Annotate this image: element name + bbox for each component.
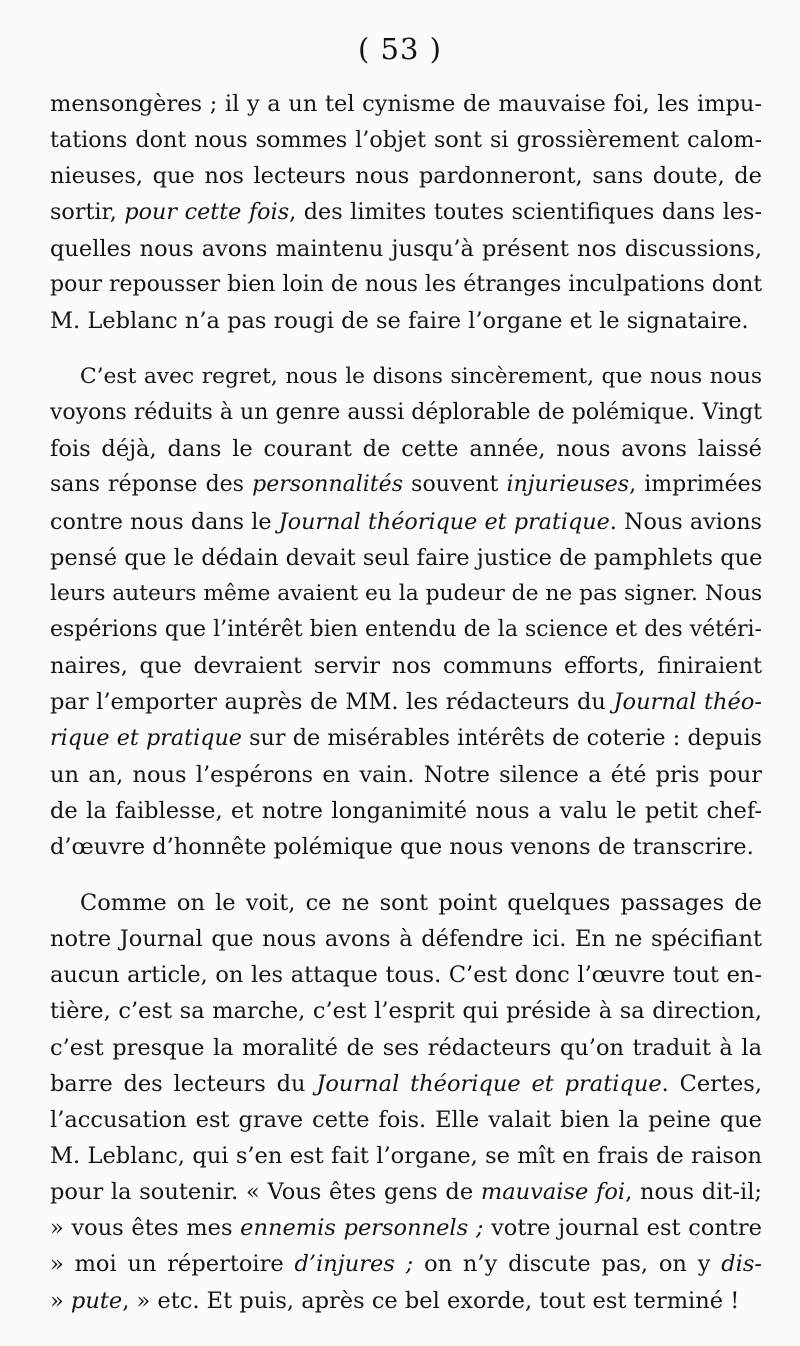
- text-run: contre nous dans le: [50, 508, 279, 535]
- paragraph: [50, 359, 762, 865]
- text-line: [50, 467, 762, 503]
- paragraph: [50, 86, 762, 339]
- italic-text: Journal théo-: [613, 689, 762, 716]
- text-line: [50, 720, 762, 756]
- text-run: on n’y discute pas, on y: [413, 1251, 722, 1278]
- text-line: [50, 1283, 762, 1319]
- text-run: leurs auteurs même avaient eu la pudeur de ne pas signer. Nous: [50, 580, 762, 606]
- text-line: [50, 431, 762, 467]
- text-line: [50, 504, 762, 540]
- italic-text: dis-: [721, 1251, 762, 1278]
- text-run: nieuses, que nos lecteurs nous pardonneront, sans doute, de: [50, 163, 762, 190]
- text-run: voyons réduits à un genre aussi déplorable de polémique. Vingt: [50, 400, 762, 426]
- paragraph: [50, 885, 762, 1319]
- text-run: . Certes,: [661, 1070, 762, 1097]
- text-line: [50, 122, 762, 158]
- italic-text: pute: [70, 1287, 123, 1314]
- text-run: tière, c’est sa marche, c’est l’esprit qui préside à sa direction,: [50, 998, 762, 1025]
- text-line: [50, 957, 762, 993]
- text-run: mensongères ; il y a un tel cynisme de mauvaise foi, les impu-: [50, 91, 762, 117]
- text-line: [50, 793, 762, 829]
- text-line: [50, 158, 762, 194]
- text-line: [50, 1210, 762, 1246]
- italic-text: Journal théorique et pratique: [316, 1070, 662, 1097]
- text-run: souvent: [403, 472, 507, 498]
- text-run: . Nous avions: [609, 508, 762, 535]
- page-number: ( 53 ): [358, 32, 442, 66]
- text-line: [50, 359, 762, 395]
- italic-text: d’injures ;: [294, 1251, 414, 1278]
- italic-text: rique et pratique: [50, 725, 242, 752]
- body-text: [50, 86, 762, 1319]
- text-line: [50, 885, 762, 921]
- text-run: C’est avec regret, nous le disons sincèrement, que nous nous: [80, 363, 762, 389]
- text-run: quelles nous avons maintenu jusqu’à présent nos discussions,: [50, 235, 762, 262]
- text-run: par l’emporter auprès de MM. les rédacteurs du: [50, 689, 614, 716]
- text-run: Comme on le voit, ce ne sont point quelques passages de: [80, 889, 762, 916]
- text-run: espérions que l’intérêt bien entendu de la science et des vétéri-: [50, 616, 762, 642]
- text-run: pour la soutenir. « Vous êtes gens de: [50, 1179, 481, 1206]
- text-run: » vous êtes mes: [50, 1215, 241, 1242]
- italic-text: pour cette fois: [124, 199, 290, 226]
- text-run: barre des lecteurs du: [50, 1070, 317, 1097]
- text-line: [50, 648, 762, 684]
- italic-text: ennemis personnels ;: [240, 1215, 484, 1242]
- text-run: votre journal est contre: [483, 1215, 762, 1242]
- text-line: [50, 993, 762, 1029]
- text-line: [50, 1246, 762, 1282]
- text-run: fois déjà, dans le courant de cette année, nous avons laissé: [50, 436, 762, 463]
- text-run: , imprimées: [629, 472, 762, 498]
- text-run: de la faiblesse, et notre longanimité nous a valu le petit chef-: [50, 797, 762, 824]
- text-run: d’œuvre d’honnête polémique que nous venons de transcrire.: [50, 833, 754, 860]
- italic-text: Journal théorique et pratique: [278, 508, 610, 535]
- text-run: , des limites toutes scientifiques dans les-: [289, 199, 762, 226]
- text-line: [50, 576, 762, 612]
- text-line: [50, 684, 762, 720]
- text-line: [50, 194, 762, 230]
- text-line: [50, 1066, 762, 1102]
- text-run: tations dont nous sommes l’objet sont si grossièrement calom-: [50, 127, 762, 154]
- text-run: pour repousser bien loin de nous les étranges inculpations dont: [50, 271, 762, 297]
- text-line: [50, 267, 762, 303]
- text-run: sur de misérables intérêts de coterie : depuis: [241, 725, 762, 752]
- text-line: [50, 829, 762, 865]
- text-line: [50, 540, 762, 576]
- text-run: M. Leblanc, qui s’en est fait l’organe, se mît en frais de raison: [50, 1142, 762, 1169]
- text-line: [50, 757, 762, 793]
- text-run: M. Leblanc n’a pas rougi de se faire l’organe et le signataire.: [50, 307, 749, 334]
- text-line: [50, 612, 762, 648]
- text-line: [50, 1174, 762, 1210]
- text-run: aucun article, on les attaque tous. C’est donc l’œuvre tout en-: [50, 962, 762, 989]
- text-run: » moi un répertoire: [50, 1251, 295, 1278]
- text-run: notre Journal que nous avons à défendre ici. En ne spécifiant: [50, 926, 762, 953]
- text-run: c’est presque la moralité de ses rédacteurs qu’on traduit à la: [50, 1034, 762, 1061]
- text-line: [50, 303, 762, 339]
- text-line: [50, 921, 762, 957]
- text-run: , » etc. Et puis, après ce bel exorde, tout est terminé !: [122, 1287, 740, 1314]
- italic-text: injurieuses: [506, 472, 630, 498]
- text-run: un an, nous l’espérons en vain. Notre silence a été pris pour: [50, 761, 762, 788]
- text-line: [50, 1030, 762, 1066]
- text-line: [50, 86, 762, 122]
- text-run: sans réponse des: [50, 472, 253, 498]
- text-line: [50, 1138, 762, 1174]
- text-line: [50, 395, 762, 431]
- text-run: naires, que devraient servir nos communs efforts, finiraient: [50, 653, 762, 680]
- text-run: pensé que le dédain devait seul faire justice de pamphlets que: [50, 544, 762, 571]
- text-run: »: [50, 1287, 71, 1314]
- text-run: sortir,: [50, 199, 125, 226]
- italic-text: personnalités: [252, 472, 403, 498]
- text-run: , nous dit-il;: [625, 1179, 762, 1206]
- italic-text: mauvaise foi: [480, 1179, 626, 1206]
- text-line: [50, 1102, 762, 1138]
- text-run: l’accusation est grave cette fois. Elle valait bien la peine que: [50, 1106, 762, 1133]
- text-line: [50, 231, 762, 267]
